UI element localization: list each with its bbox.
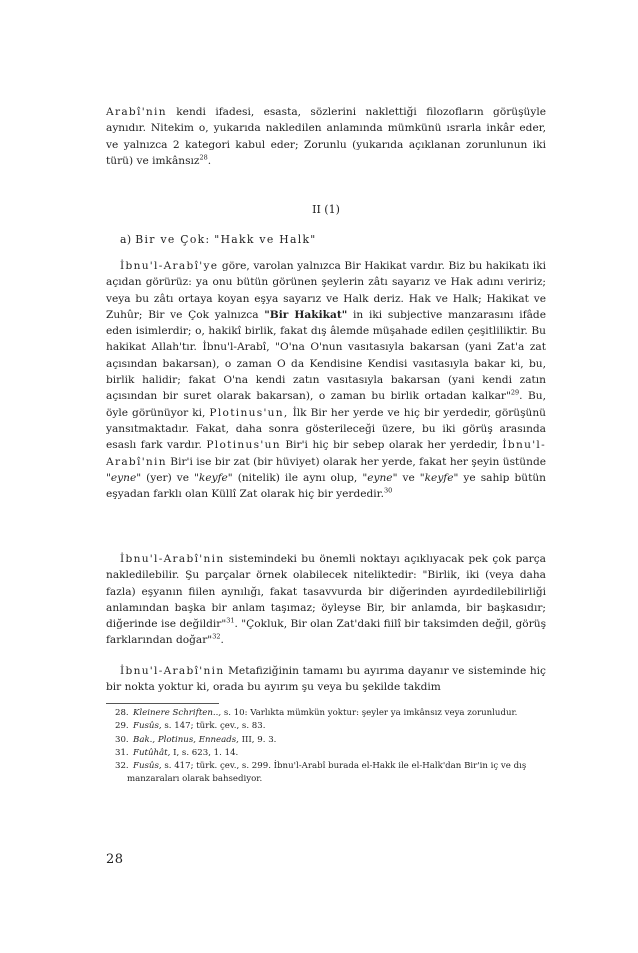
footnote-source: Futûhât,: [133, 747, 171, 758]
subheading-title: Bir ve Çok:: [135, 233, 211, 246]
paragraph-text: göre, varolan yalnızca Bir Hakikat vardır. Biz bu hakikatı iki açıdan görürüz: ya onu bütün görünen şeylerin zâtı sayarız ve Hak adını veririz; veya bu zâtı ortaya koyan eşya sayarız ve Halk deriz. Hak ve Halk; Hakikat ve Zuhûr; Bir ve Çok yalnızca: [106, 260, 546, 321]
paragraph-text: ve: [397, 471, 420, 484]
footnotes: [115, 707, 546, 787]
footnote-text: s. 10: Varlıkta mümkün yoktur: şeyler ya imkânsız veya zorunludur.: [221, 708, 518, 718]
footnote-ref[interactable]: 28: [199, 153, 208, 162]
footnote-ref[interactable]: 32: [212, 632, 221, 641]
bold-term: "Bir Hakikat": [264, 308, 348, 321]
author-name: İbnu'l-Arabî'nin: [120, 553, 225, 565]
section-heading: II (1): [312, 203, 340, 216]
footnote-text: s. 147; türk. çev., s. 83.: [161, 721, 266, 732]
italic-term: "keyfe": [419, 471, 459, 484]
footnote-text: s. 417; türk. çev., s. 299. İbnu'l-Arabî burada el-Hakk ile el-Halk'dan Bir'in iç ve dış manzaraları olarak bahsediyor.: [127, 761, 527, 785]
italic-term: "eyne": [106, 471, 142, 484]
subheading-quote: "Hakk ve Halk": [214, 233, 317, 246]
paragraph-text: (nitelik) ile aynı olup,: [232, 471, 363, 484]
footnote-number: 30.: [115, 734, 129, 745]
paragraph-2: [106, 551, 546, 649]
footnote-text: III, 9. 3.: [238, 734, 277, 745]
author-name: İbnu'l-Arabî'nin: [106, 439, 546, 468]
footnote-text: I, s. 623, 1. 14.: [170, 747, 239, 758]
paragraph-text: sistemindeki bu önemli noktayı açıklıyacak pek çok parça nakledilebilir. Şu parçalar örnek olabilecek niteliktedir: "Birlik, iki (veya daha fazla) eşyanın fiilen aynılığı, fakat tasavvurda bir diğerinden ayırdedilebilirliği anlamından başka bir anlam taşımaz; öyleyse Bir, bir anlamda, bir başkasıdır; diğerinde ise değildir": [106, 553, 546, 631]
footnote-divider: [106, 703, 219, 704]
page-number: 28: [106, 852, 124, 867]
footnote-source: Fusûs,: [133, 721, 162, 732]
paragraph-text: (yer) ve: [141, 471, 195, 484]
footnote-item: [115, 720, 546, 733]
footnote-ref[interactable]: 31: [226, 616, 235, 625]
paragraph-text: Bir'i ise bir zat (bir hüviyet) olarak her yerde, fakat her şeyin üstünde: [166, 455, 546, 468]
footnote-number: 31.: [115, 747, 129, 758]
footnote-item: [115, 747, 546, 760]
paragraph-text: İlk Bir her yerde ve hiç bir yerdedir, görüşünü yansıtmaktadır. Fakat, daha sonra gösterileceği üzere, bu iki görüş arasında esaslı fark vardır.: [106, 406, 547, 452]
paragraph-text: . Bu, öyle görünüyor ki,: [106, 390, 546, 419]
footnote-ref[interactable]: 30: [383, 486, 393, 495]
sentence-end: .: [207, 154, 212, 167]
footnote-item: [115, 707, 546, 720]
author-name: Plotinus'un: [206, 439, 281, 452]
subheading: [120, 233, 317, 246]
footnote-number: 28.: [115, 708, 129, 718]
author-name: İbnu'l-Arabî'nin: [120, 665, 225, 677]
subheading-marker: a): [120, 233, 132, 246]
paragraph-text: in iki subjective manzarasını ifâde eden isimlerdir; o, hakikî birlik, fakat dış âlemde müşahade edilen çeşitliliktir. Bu hakikat Allah'tır. İbnu'l-Arabî, "O'na O'nun vasıtasıyla bakarsan (yani Zat'a zat açısından bakarsan), o zaman O da Kendisine Kendisi vasıtasıyla bakar ki, bu, birlik halidir; fakat O'na kendi zatın vasıtasıyla bakarsan (yani kendi zatın açısından bir suret olarak bakarsan), o zaman bu birlik ortadan kalkar": [106, 308, 546, 403]
footnote-number: 32.: [115, 761, 129, 772]
footnote-ref[interactable]: 29: [510, 388, 520, 397]
paragraph-text: ye sahip bütün eşyadan farklı olan Küllî Zat olarak hiç bir yerdedir.: [106, 471, 546, 501]
footnote-item: [115, 760, 546, 787]
footnote-source: Fusûs,: [133, 761, 162, 772]
sentence-end: .: [220, 634, 224, 647]
footnote-number: 29.: [115, 721, 129, 732]
paragraph-text: Bir'i hiç bir sebep olarak her yerdedir,: [280, 439, 503, 452]
paragraph-text: Metafiziğinin tamamı bu ayırıma dayanır ve sisteminde hiç bir nokta yoktur ki, orada bu ayırım şu veya bu şekilde takdim: [106, 665, 546, 694]
author-name: İbnu'l-Arabî'ye: [120, 260, 219, 272]
author-name: Plotinus'un,: [209, 406, 289, 419]
paragraph-text: . "Çokluk, Bir olan Zat'daki fiilî bir taksimden değil, görüş farklarından doğar": [106, 618, 547, 647]
italic-term: "eyne": [362, 471, 398, 484]
intro-paragraph: [106, 104, 546, 169]
footnote-source: Bak., Plotinus, Enneads,: [133, 734, 239, 745]
paragraph-1: [106, 258, 546, 502]
footnote-source: Kleinere Schriften..,: [133, 708, 222, 718]
footnote-item: [115, 734, 546, 747]
author-name: Arabî'nin: [106, 106, 167, 118]
paragraph-text: kendi ifadesi, esasta, sözlerini naklettiği filozofların görüşüyle aynıdır. Nitekim o, yukarıda nakledilen anlamında mümkünü ısrarla inkâr eder, ve yalnızca 2 kategori kabul eder; Zorunlu (yukarıda açıklanan zorunlunun iki türü) ve imkânsız: [106, 106, 546, 167]
italic-term: "keyfe": [194, 471, 233, 484]
paragraph-3: [106, 663, 546, 696]
